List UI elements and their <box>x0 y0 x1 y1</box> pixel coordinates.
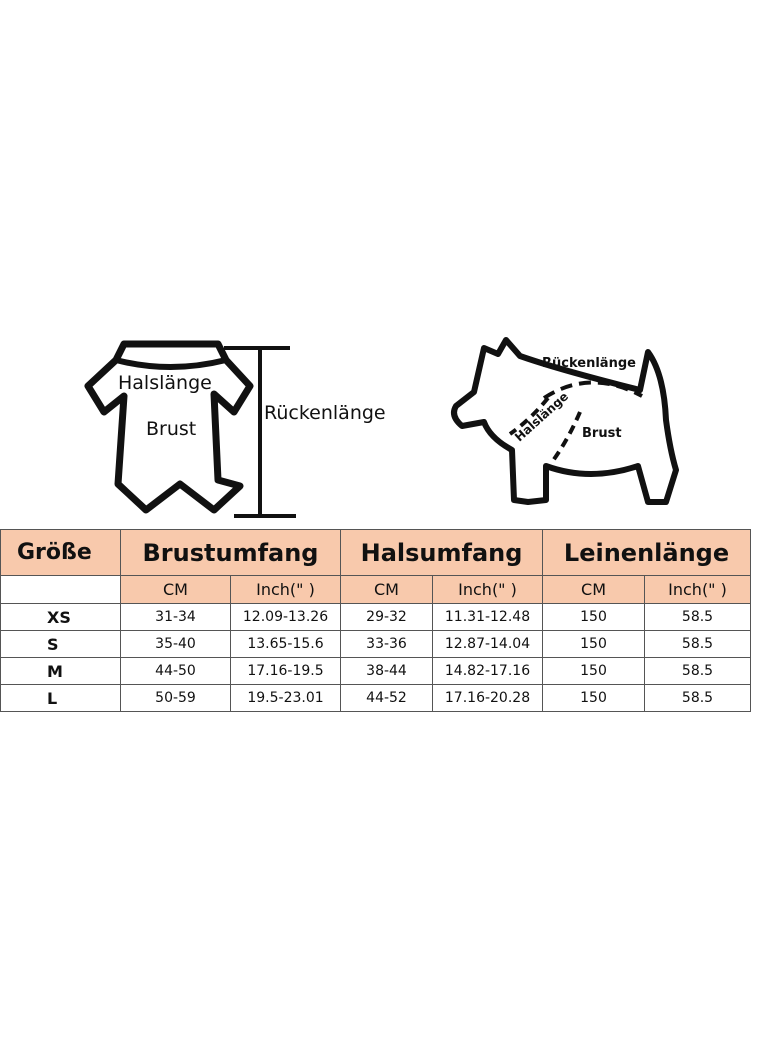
unit-cell: CM <box>341 576 433 604</box>
value-cell: 31-34 <box>121 604 231 631</box>
unit-blank-cell <box>1 576 121 604</box>
value-cell: 11.31-12.48 <box>433 604 543 631</box>
size-cell: L <box>1 685 121 712</box>
value-cell: 13.65-15.6 <box>231 631 341 658</box>
chest-column-header: Brustumfang <box>121 530 341 576</box>
value-cell: 58.5 <box>645 604 751 631</box>
garment-back-label: Rückenlänge <box>264 402 386 424</box>
value-cell: 17.16-19.5 <box>231 658 341 685</box>
unit-cell: Inch(" ) <box>645 576 751 604</box>
table-unit-row <box>1 576 751 604</box>
garment-chest-label: Brust <box>146 418 197 440</box>
value-cell: 35-40 <box>121 631 231 658</box>
neck-column-header: Halsumfang <box>341 530 543 576</box>
size-cell: S <box>1 631 121 658</box>
value-cell: 50-59 <box>121 685 231 712</box>
table-row <box>1 604 751 631</box>
value-cell: 150 <box>543 604 645 631</box>
value-cell: 58.5 <box>645 658 751 685</box>
value-cell: 150 <box>543 658 645 685</box>
value-cell: 19.5-23.01 <box>231 685 341 712</box>
size-cell: XS <box>1 604 121 631</box>
value-cell: 58.5 <box>645 631 751 658</box>
value-cell: 12.09-13.26 <box>231 604 341 631</box>
value-cell: 150 <box>543 685 645 712</box>
illustration-area <box>0 330 762 530</box>
value-cell: 17.16-20.28 <box>433 685 543 712</box>
size-column-header: Größe <box>1 530 121 576</box>
leash-column-header: Leinenlänge <box>543 530 751 576</box>
value-cell: 33-36 <box>341 631 433 658</box>
value-cell: 12.87-14.04 <box>433 631 543 658</box>
value-cell: 14.82-17.16 <box>433 658 543 685</box>
dog-chest-label: Brust <box>582 426 622 441</box>
value-cell: 29-32 <box>341 604 433 631</box>
measurement-illustration <box>0 330 762 530</box>
value-cell: 150 <box>543 631 645 658</box>
table-row <box>1 631 751 658</box>
table-row <box>1 685 751 712</box>
unit-cell: CM <box>543 576 645 604</box>
dog-back-label: Rückenlänge <box>542 356 636 371</box>
unit-cell: Inch(" ) <box>433 576 543 604</box>
value-cell: 44-52 <box>341 685 433 712</box>
size-cell: M <box>1 658 121 685</box>
size-table <box>0 529 751 712</box>
table-header-row <box>1 530 751 576</box>
unit-cell: CM <box>121 576 231 604</box>
value-cell: 38-44 <box>341 658 433 685</box>
dog-neck-label: Halslänge <box>512 389 572 445</box>
garment-neck-label: Halslänge <box>118 372 212 394</box>
value-cell: 58.5 <box>645 685 751 712</box>
value-cell: 44-50 <box>121 658 231 685</box>
unit-cell: Inch(" ) <box>231 576 341 604</box>
table-row <box>1 658 751 685</box>
